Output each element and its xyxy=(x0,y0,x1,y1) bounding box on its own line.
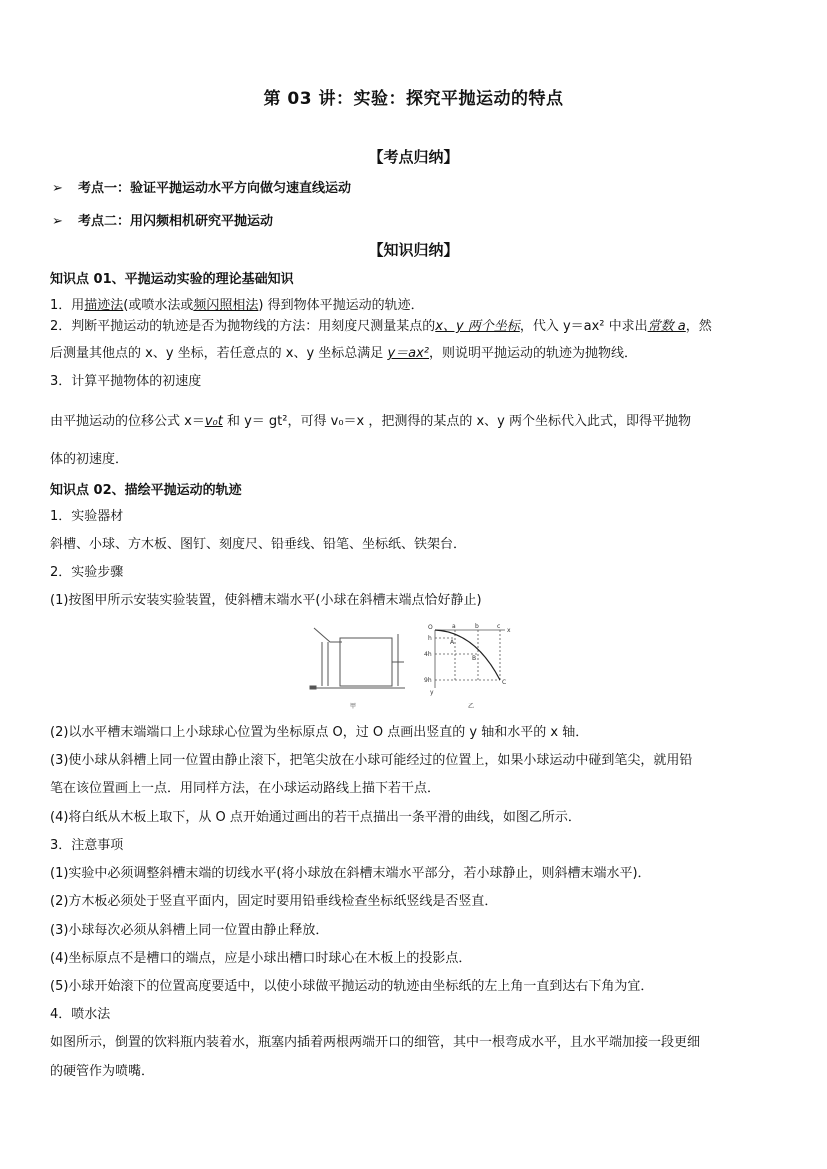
kaodian-text: 考点二：用闪频相机研究平抛运动 xyxy=(78,214,274,229)
label-B: B xyxy=(472,655,477,662)
label-x: x xyxy=(507,627,511,634)
zs1-heading: 知识点 01、平抛运动实验的理论基础知识 xyxy=(50,272,294,287)
kaodian-text: 考点一：验证平抛运动水平方向做匀速直线运动 xyxy=(78,181,352,196)
label-4h: 4h xyxy=(424,651,432,658)
step-line: 的硬管作为喷嘴． xyxy=(50,1064,155,1079)
step-line: (2)方木板必须处于竖直平面内，固定时要用铅垂线检查坐标纸竖线是否竖直． xyxy=(50,894,498,909)
zs2-line: 1．实验器材 xyxy=(50,509,124,524)
figure-label-jia: 甲 xyxy=(350,703,357,710)
step-line: 笔在该位置画上一点．用同样方法，在小球运动路线上描下若干点． xyxy=(50,781,441,796)
label-h: h xyxy=(428,635,432,642)
step-line: (3)小球每次必须从斜槽上同一位置由静止释放． xyxy=(50,923,329,938)
text: 频闪照相法 xyxy=(193,298,259,313)
board xyxy=(340,638,392,686)
label-a: a xyxy=(452,623,456,630)
step-line: 如图所示，倒置的饮料瓶内装着水，瓶塞内插着两根两端开口的细管，其中一根弯成水平，且水平端加接一段更细 xyxy=(50,1035,701,1050)
zs1-line-4: 3．计算平抛物体的初速度 xyxy=(50,374,202,389)
text: 和 y＝ gt²，可得 v₀＝x ，把测得的某点的 x、y 两个坐标代入此式，即得平抛物 xyxy=(222,414,692,429)
label-y: y xyxy=(430,689,434,696)
text: x、y 两个坐标 xyxy=(435,319,520,334)
step-line: (1)实验中必须调整斜槽末端的切线水平(将小球放在斜槽末端水平部分，若小球静止，则斜槽末端水平)． xyxy=(50,866,651,881)
zs1-line-5 xyxy=(50,413,691,431)
text: 常数 a xyxy=(647,319,686,334)
apparatus-figure xyxy=(300,620,530,712)
label-C: C xyxy=(502,679,507,686)
chute xyxy=(314,628,342,642)
label-9h: 9h xyxy=(424,677,432,684)
parabola-curve xyxy=(435,630,500,680)
foot xyxy=(310,686,316,689)
trajectory-yi xyxy=(435,630,505,688)
label-A: A xyxy=(450,639,455,646)
zs1-line-1 xyxy=(50,297,424,315)
text: 后测量其他点的 x、y 坐标，若任意点的 x、y 坐标总满足 xyxy=(50,346,388,361)
zs2-line: 斜槽、小球、方木板、图钉、刻度尺、铅垂线、铅笔、坐标纸、铁架台． xyxy=(50,537,467,552)
step-line: (3)使小球从斜槽上同一位置由静止滚下，把笔尖放在小球可能经过的位置上，如果小球运动中碰到笔尖，就用铅 xyxy=(50,753,693,768)
zs2-heading: 知识点 02、描绘平抛运动的轨迹 xyxy=(50,483,242,498)
zs2-line: (1)按图甲所示安装实验装置，使斜槽末端水平(小球在斜槽末端点恰好静止) xyxy=(50,593,482,608)
text: ) 得到物体平抛运动的轨迹． xyxy=(258,298,424,313)
step-line: 3．注意事项 xyxy=(50,838,124,853)
kaodian-item-2 xyxy=(52,210,273,229)
label-c: c xyxy=(497,623,501,630)
zs1-line-2 xyxy=(50,318,712,336)
zs2-line: 2．实验步骤 xyxy=(50,565,124,580)
step-line: (2)以水平槽末端端口上小球球心位置为坐标原点 O，过 O 点画出竖直的 y 轴和水平的 x 轴． xyxy=(50,725,589,740)
step-line: (5)小球开始滚下的位置高度要适中，以使小球做平抛运动的轨迹由坐标纸的左上角一直到达右下角为宜． xyxy=(50,979,654,994)
text: ，代入 y＝ax² 中求出 xyxy=(519,319,648,334)
page-title: 第 03 讲：实验：探究平抛运动的特点 xyxy=(263,89,564,109)
zs1-line-3 xyxy=(50,345,637,363)
arrow-bullet-icon: ➢ xyxy=(52,181,63,196)
label-b: b xyxy=(475,623,479,630)
apparatus-jia xyxy=(310,628,405,689)
label-O: O xyxy=(428,624,433,631)
text: (或喷水法或 xyxy=(123,298,194,313)
kaodian-item-1 xyxy=(52,177,351,196)
zs1-line-6: 体的初速度． xyxy=(50,452,129,467)
text: ，然 xyxy=(685,319,712,334)
figure-label-yi: 乙 xyxy=(468,703,475,710)
text: 2．判断平抛运动的轨迹是否为抛物线的方法：用刻度尺测量某点的 xyxy=(50,319,436,334)
text: 由平抛运动的位移公式 x＝ xyxy=(50,414,205,429)
text: v₀t xyxy=(204,414,223,429)
arrow-bullet-icon: ➢ xyxy=(52,214,63,229)
step-line: 4．喷水法 xyxy=(50,1007,111,1022)
text: 1．用 xyxy=(50,298,85,313)
text: y＝ax² xyxy=(387,346,430,361)
section-kaodian-heading: 【考点归纳】 xyxy=(368,148,459,166)
section-zhishi-heading: 【知识归纳】 xyxy=(368,241,459,259)
text: 描迹法 xyxy=(84,298,124,313)
step-line: (4)将白纸从木板上取下，从 O 点开始通过画出的若干点描出一条平滑的曲线，如图乙所示． xyxy=(50,810,581,825)
text: ，则说明平抛运动的轨迹为抛物线． xyxy=(429,346,638,361)
step-line: (4)坐标原点不是槽口的端点，应是小球出槽口时球心在木板上的投影点． xyxy=(50,951,472,966)
